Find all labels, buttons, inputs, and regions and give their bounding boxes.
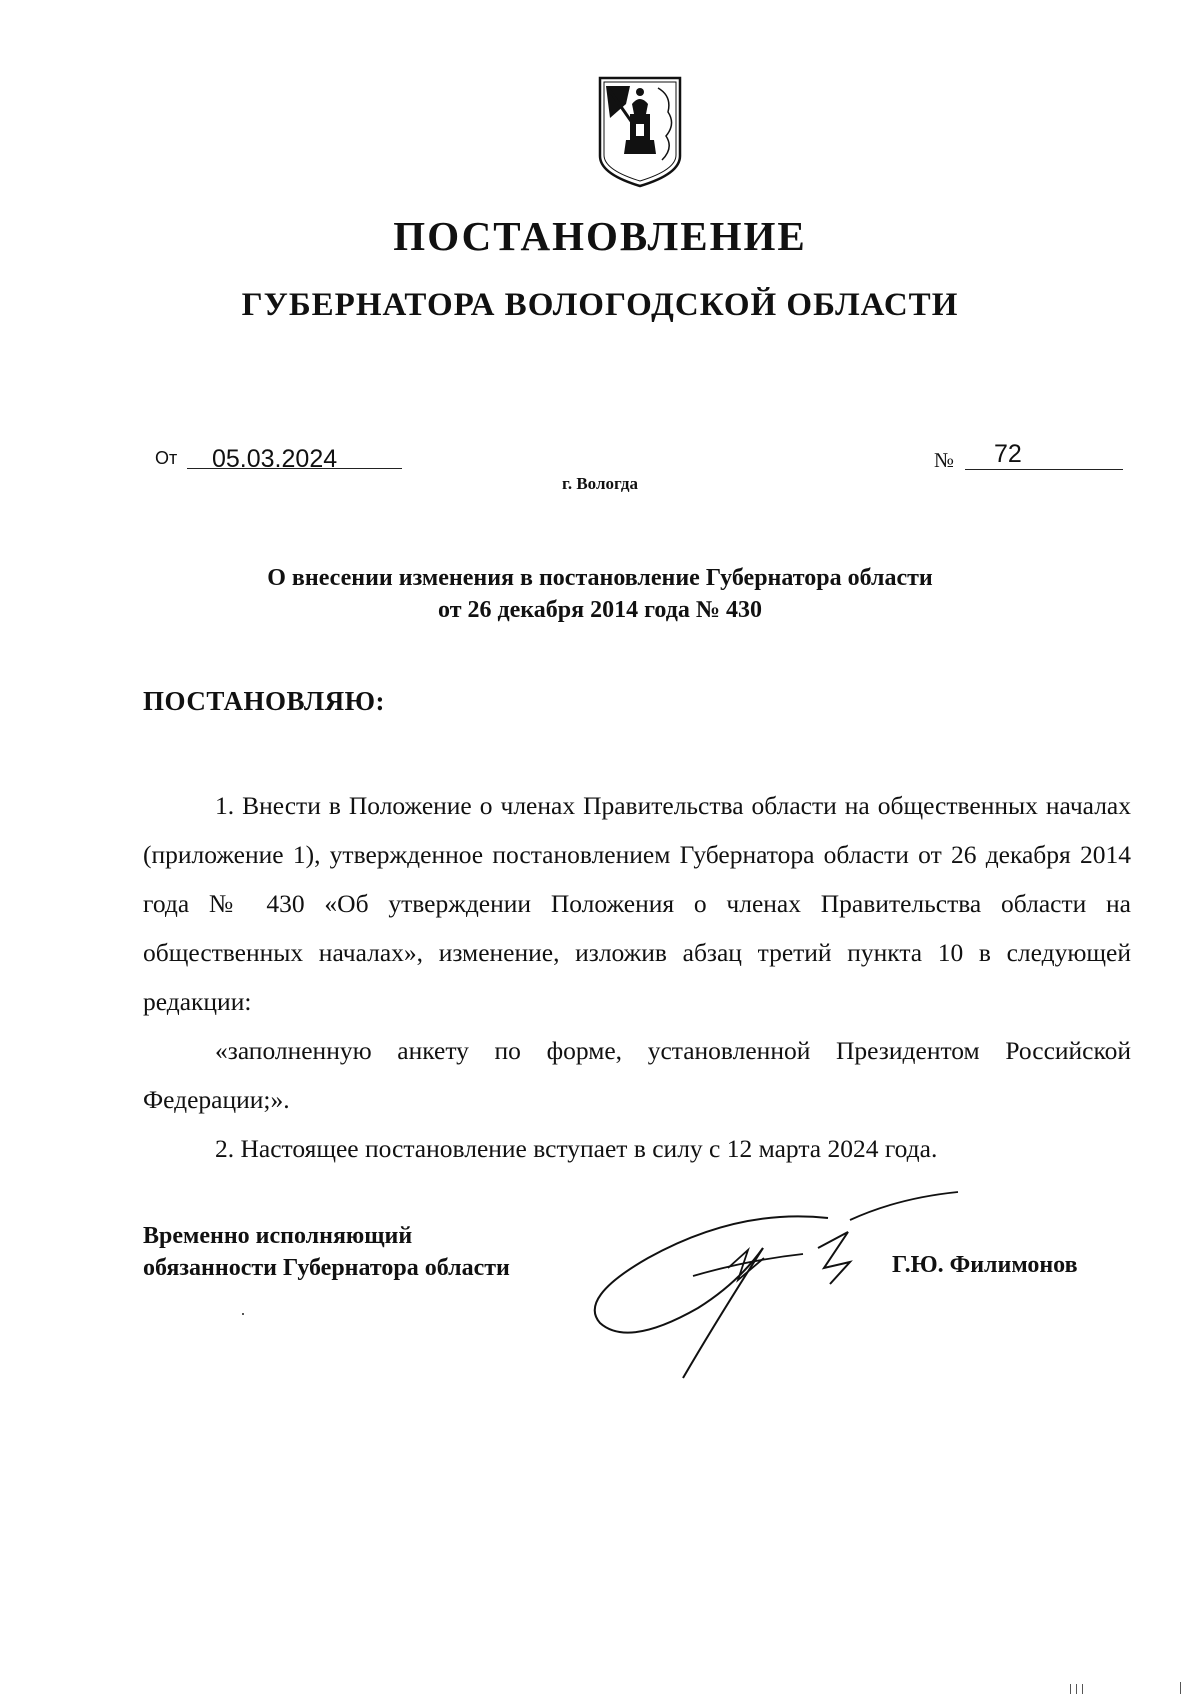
- number-underline: [965, 469, 1123, 470]
- paragraph-1: 1. Внести в Положение о членах Правительства области на общественных началах (приложение 1), утвержденное постановлением Губернатора области от 26 декабря 2014 года № 430 «Об утверждении Положения о членах Правительства области на общественных началах», изменение, изложив абзац третий пункта 10 в следующей редакции:: [143, 791, 1131, 1016]
- signatory-name: Г.Ю. Филимонов: [892, 1252, 1078, 1278]
- scan-mark: [1070, 1684, 1071, 1694]
- paragraph-2: «заполненную анкету по форме, установленной Президентом Российской Федерации;».: [143, 1036, 1131, 1114]
- scan-mark: [1082, 1684, 1083, 1694]
- signatory-position: [143, 1220, 510, 1284]
- coat-of-arms-emblem: [596, 74, 684, 192]
- subject-line-2: от 26 декабря 2014 года № 430: [438, 597, 762, 623]
- scan-mark: [1076, 1684, 1077, 1694]
- position-line-2: обязанности Губернатора области: [143, 1255, 510, 1281]
- position-line-1: Временно исполняющий: [143, 1223, 413, 1249]
- city: г. Вологда: [562, 474, 638, 493]
- handwritten-signature: [588, 1188, 998, 1398]
- document-number: 72: [994, 440, 1022, 468]
- number-label: №: [934, 448, 955, 472]
- scan-mark: [1180, 1682, 1181, 1694]
- document-body: [143, 781, 1131, 1173]
- document-date: 05.03.2024: [212, 445, 338, 473]
- date-underline: [187, 468, 402, 469]
- date-label: От: [155, 448, 178, 468]
- subject-line-1: О внесении изменения в постановление Губернатора области: [267, 565, 933, 591]
- document-subject: [0, 562, 1200, 626]
- document-subtitle: ГУБЕРНАТОРА ВОЛОГОДСКОЙ ОБЛАСТИ: [241, 287, 959, 323]
- document-title: ПОСТАНОВЛЕНИЕ: [393, 213, 807, 259]
- paragraph-3: 2. Настоящее постановление вступает в силу с 12 марта 2024 года.: [215, 1134, 938, 1163]
- decree-word: ПОСТАНОВЛЯЮ:: [143, 686, 385, 716]
- scan-mark: [242, 1313, 244, 1315]
